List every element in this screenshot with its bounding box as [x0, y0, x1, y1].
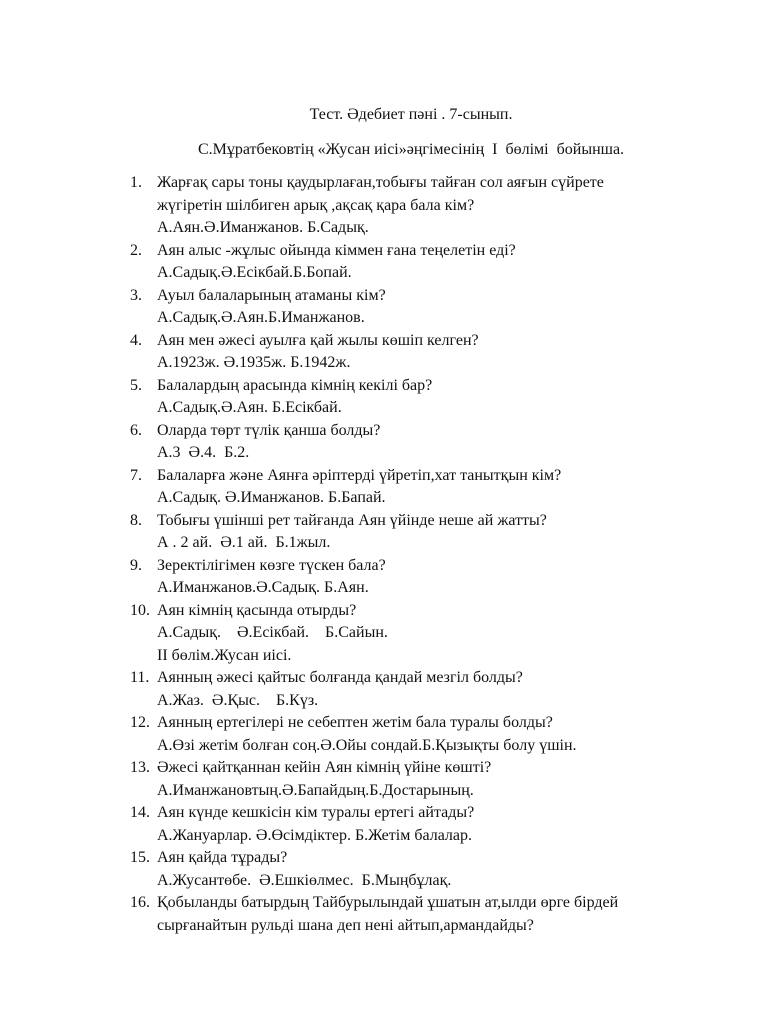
question-number: 13.	[130, 759, 150, 776]
question-text: Аян қайда тұрады?	[157, 849, 288, 866]
question-text-line: жүгіретін шілбиген арық ,ақсақ қара бала кім?	[157, 196, 475, 214]
question-number: 2.	[130, 241, 142, 259]
question-body	[157, 240, 710, 285]
question-item	[130, 285, 710, 330]
question-number: 5.	[130, 376, 142, 394]
question-text: Ауыл балаларының атаманы кім?	[157, 286, 386, 304]
answer-options: А.Иманжанов.Ә.Садық. Б.Аян.	[157, 579, 369, 596]
question-body	[157, 802, 710, 847]
question-item	[130, 712, 710, 757]
question-number: 10.	[130, 601, 150, 619]
question-text: Аянның ертегілері не себептен жетім бала туралы болды?	[157, 714, 553, 731]
question-text: Аянның әжесі қайтыс болғанда қандай мезгіл болды?	[157, 669, 523, 686]
answer-options: А.Садық.Ә.Аян. Б.Есікбай.	[157, 399, 342, 416]
answer-options: А . 2 ай. Ә.1 ай. Б.1жыл.	[157, 534, 331, 551]
answer-options: А.Жусантөбе. Ә.Ешкіөлмес. Б.Мыңбұлақ.	[157, 871, 452, 889]
question-body	[157, 465, 710, 510]
question-number: 9.	[130, 556, 142, 574]
question-number: 4.	[130, 331, 142, 349]
question-item	[130, 757, 710, 802]
question-item	[130, 465, 710, 510]
question-number: 1.	[130, 174, 142, 191]
question-number: 3.	[130, 286, 142, 304]
answer-options: А.Өзі жетім болған соң.Ә.Ойы сондай.Б.Қызықты болу үшін.	[157, 736, 577, 754]
question-text: Әжесі қайтқаннан кейін Аян кімнің үйіне көшті?	[157, 759, 492, 776]
question-item	[130, 600, 710, 645]
question-list	[130, 172, 710, 937]
question-number: 7.	[130, 466, 142, 484]
question-number: 15.	[130, 849, 150, 866]
question-body	[157, 285, 710, 330]
question-text: Тобығы үшінші рет тайғанда Аян үйінде неше ай жатты?	[157, 511, 547, 529]
question-body	[157, 510, 710, 555]
answer-options: А.Садық. Ә.Иманжанов. Б.Бапай.	[157, 489, 386, 506]
question-body	[157, 847, 710, 892]
question-body	[157, 555, 710, 600]
question-body	[157, 667, 710, 712]
answer-options: А.Садық.Ә.Есікбай.Б.Бопай.	[157, 264, 352, 281]
question-number: 14.	[130, 804, 150, 821]
question-text: Қобыланды батырдың Тайбурылындай ұшатын ат,ылди өрге бірдей	[157, 894, 619, 911]
question-body	[157, 375, 710, 420]
question-text: Балалардың арасында кімнің кекілі бар?	[157, 376, 433, 394]
question-item	[130, 172, 710, 240]
question-number: 8.	[130, 511, 142, 529]
question-text: Зеректілігімен көзге түскен бала?	[157, 556, 386, 574]
question-text-line: А.Аян.Ә.Иманжанов. Б.Садық.	[157, 219, 369, 236]
question-text: Балаларға және Аянға әріптерді үйретіп,хат танытқын кім?	[157, 466, 562, 484]
section-heading: ІІ бөлім.Жусан иісі.	[157, 646, 292, 664]
question-item	[130, 667, 710, 712]
question-body	[157, 420, 710, 465]
question-number: 12.	[130, 714, 150, 731]
question-item	[130, 892, 710, 937]
question-item	[130, 510, 710, 555]
question-item	[130, 240, 710, 285]
question-item	[130, 375, 710, 420]
question-text: Оларда төрт түлік қанша болды?	[157, 421, 381, 439]
question-body	[157, 172, 710, 240]
document-title: Тест. Әдебиет пәні . 7-сынып.	[309, 106, 513, 123]
answer-options: сырғанайтын рульді шана деп нені айтып,армандайды?	[157, 916, 534, 934]
answer-options: А.Садық.Ә.Аян.Б.Иманжанов.	[157, 309, 365, 326]
question-number: 16.	[130, 894, 150, 911]
question-body	[157, 330, 710, 375]
question-item	[130, 330, 710, 375]
answer-options: А.Жаз. Ә.Қыс. Б.Күз.	[157, 691, 319, 709]
question-item	[130, 847, 710, 892]
question-item	[130, 802, 710, 847]
answer-options: А.Иманжановтың.Ә.Бапайдың.Б.Достарының.	[157, 781, 474, 799]
question-text: Жарғақ сары тоны қаудырлаған,тобығы тайған сол аяғын сүйрете	[157, 174, 604, 191]
question-number: 11.	[130, 669, 150, 686]
question-item	[130, 420, 710, 465]
question-text: Аян күнде кешкісін кім туралы ертегі айтады?	[157, 804, 475, 821]
answer-options: А.1923ж. Ә.1935ж. Б.1942ж.	[157, 354, 351, 371]
question-body	[157, 712, 710, 757]
question-body	[157, 600, 710, 645]
answer-options: А.Жануарлар. Ә.Өсімдіктер. Б.Жетім балалар.	[157, 826, 473, 844]
document-subtitle: С.Мұратбековтің «Жусан иісі»әңгімесінің І бөлімі бойынша.	[197, 141, 625, 158]
question-number: 6.	[130, 421, 142, 439]
question-body	[157, 892, 710, 937]
question-text: Аян кімнің қасында отырды?	[157, 601, 357, 619]
question-body	[157, 757, 710, 802]
answer-options: А.3 Ә.4. Б.2.	[157, 444, 250, 461]
answer-options: А.Садық. Ә.Есікбай. Б.Сайын.	[157, 624, 388, 641]
question-item	[130, 555, 710, 600]
question-text: Аян алыс -жұлыс ойында кіммен ғана теңелетін еді?	[157, 241, 516, 259]
question-text: Аян мен әжесі ауылға қай жылы көшіп келген?	[157, 331, 479, 349]
